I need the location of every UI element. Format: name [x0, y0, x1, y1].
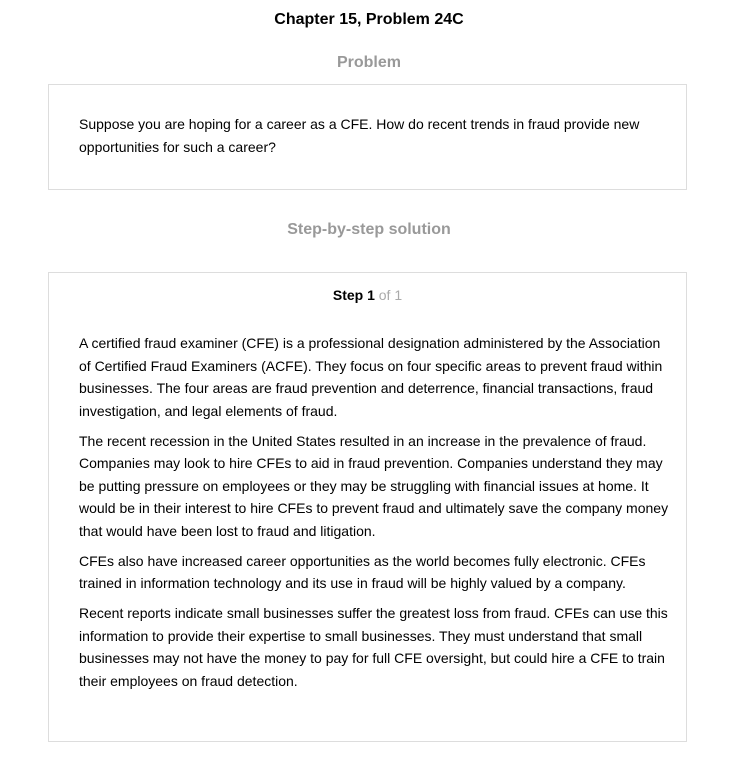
step-label: Step 1	[332, 287, 375, 303]
solution-paragraph: Recent reports indicate small businesses suffer the greatest loss from fraud. CFEs can use this information to provide their expertise to small businesses. They must understand that small businesses may not have the money to pay for full CFE oversight, but could hire a CFE to train their employees on fraud detection.	[79, 605, 668, 689]
solution-paragraph: CFEs also have increased career opportunities as the world becomes fully electronic. CFEs trained in information technology and its use in fraud will be highly valued by a company.	[79, 552, 646, 591]
solution-card	[48, 272, 687, 742]
solution-paragraph: The recent recession in the United States resulted in an increase in the prevalence of fraud. Companies may look to hire CFEs to aid in fraud prevention. Companies understand they may be putting pressure on employees or they may be struggling with financial issues at home. It would be in their interest to hire CFEs to prevent fraud and ultimately save the company money that would have been lost to fraud and litigation.	[79, 432, 669, 539]
step-of-total: of 1	[378, 287, 403, 303]
solution-body	[79, 332, 669, 700]
problem-heading: Problem	[336, 54, 401, 71]
problem-card	[48, 84, 687, 190]
step-indicator	[49, 287, 686, 303]
solution-paragraph: A certified fraud examiner (CFE) is a professional designation administered by the Association of Certified Fraud Examiners (ACFE). They focus on four specific areas to prevent fraud within businesses. The four areas are fraud prevention and deterrence, financial transactions, fraud investigation, and legal elements of fraud.	[79, 335, 663, 419]
problem-text: Suppose you are hoping for a career as a CFE. How do recent trends in fraud provide new opportunities for such a career?	[79, 116, 640, 155]
page-title: Chapter 15, Problem 24C	[274, 11, 464, 28]
solution-heading: Step-by-step solution	[287, 221, 451, 238]
